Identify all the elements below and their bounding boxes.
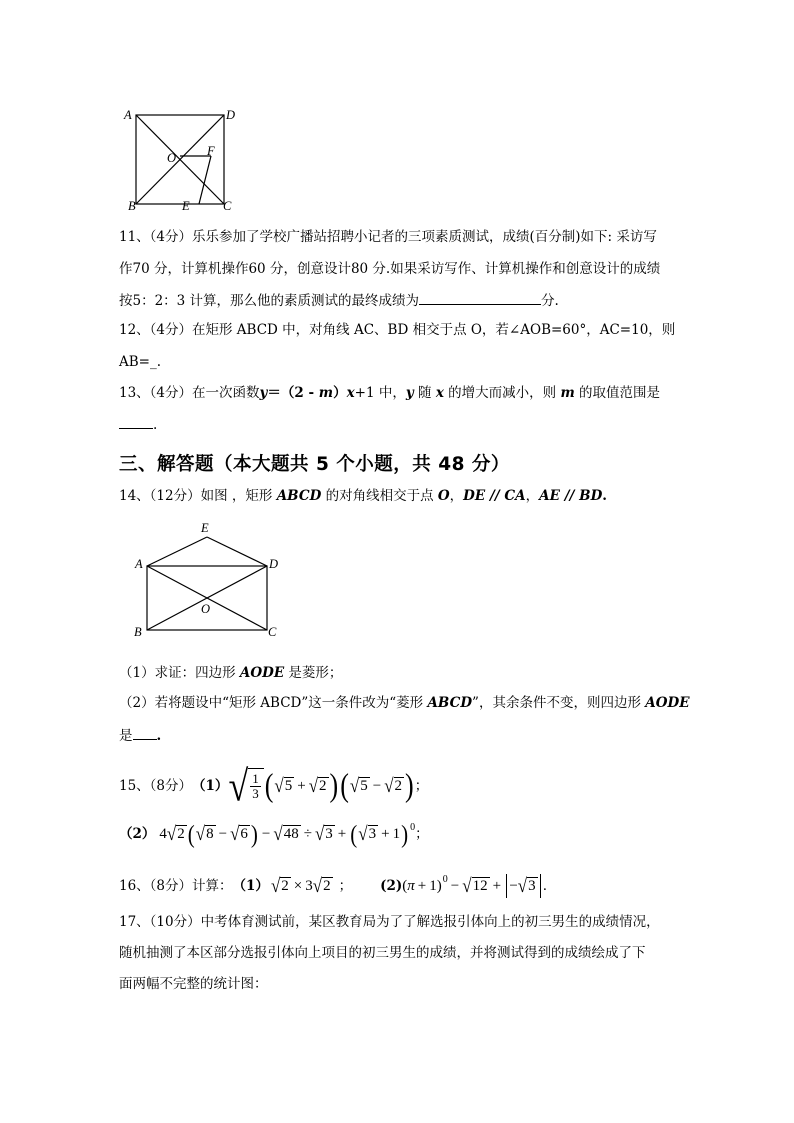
- q13-func-tail: +1 中，: [354, 385, 406, 401]
- q17-line-2: 随机抽测了本区部分选报引体向上项目的初三男生的成绩，并将测试得到的成绩绘成了下: [119, 945, 646, 961]
- q14-part-2-pre: （2）若将题设中“矩形 ABCD”这一条件改为“菱形: [119, 695, 428, 711]
- q14-abcd: ABCD: [276, 488, 322, 504]
- q16-radicand-2b: 2: [323, 878, 331, 895]
- q15-expression-1: √ $\frac{1}{3}$ ( √ 5 + √ 2 ) ( √ 5 − √ 2 ): [228, 762, 414, 810]
- q16-sqrt-12: √ 12: [462, 874, 488, 897]
- q14-comma-2: ，: [525, 488, 540, 504]
- q15-radicand-3a: 3: [325, 826, 333, 843]
- q14-comma-1: ，: [449, 488, 464, 504]
- q15-sqrt-frac: √ $\frac{1}{3}$: [228, 768, 263, 804]
- q16-sqrt-2a: √ 2: [270, 874, 289, 897]
- q15-line-2: [119, 818, 429, 850]
- q13-func-m: m: [318, 385, 334, 401]
- q13-func-y: y: [259, 385, 268, 401]
- q13-mid-2: 随: [413, 385, 436, 401]
- q13-suffix: 的取值范围是: [574, 385, 661, 401]
- q14-o: O: [437, 488, 450, 504]
- figure-rectangle-abcd-1: [118, 104, 244, 216]
- q13-mid-3: 的增大而减小，则: [443, 385, 561, 401]
- q15-radicand-2a: 2: [319, 778, 327, 795]
- q14-de-parallel-ca: DE // CA: [463, 488, 526, 504]
- q15-one: 1: [392, 826, 401, 842]
- q13-func-close: ）: [333, 385, 347, 401]
- q15-part-1-label: （1）: [192, 778, 229, 794]
- fig1-label-o: O: [167, 151, 177, 165]
- fig2-label-b: B: [134, 625, 142, 639]
- q15-expression-2: 4 √ 2 ( √ 8 − √ 6 ) − √ 48 ÷ √ 3 + ( √ 3 + 1 ) 0: [159, 819, 416, 848]
- q13-prefix: 13、（4分）在一次函数: [119, 385, 260, 401]
- q15-radicand-48: 48: [283, 826, 299, 843]
- q13-line-2: [119, 414, 157, 434]
- q14-ae-parallel-bd: AE // BD: [539, 488, 603, 504]
- q14-end: .: [602, 488, 607, 504]
- q14-mid: 的对角线相交于点: [321, 488, 438, 504]
- q15-part-1-end: ；: [414, 778, 429, 794]
- q14-line-1: [119, 487, 607, 505]
- q16-label: 16、（8分）计算：: [119, 878, 233, 894]
- q13-var-y: y: [405, 385, 414, 401]
- q16-expression-2: ( π + 1 ) 0 − √ 12 + − √ 3 .: [402, 874, 546, 898]
- section-3-heading: 三、解答题（本大题共 5 个小题，共 48 分）: [119, 454, 510, 475]
- fig1-label-f: F: [207, 144, 215, 158]
- q15-sqrt-2: √ 2: [308, 774, 327, 797]
- q15-frac-den: 3: [252, 786, 259, 801]
- q15-radicand-5a: 5: [284, 778, 293, 795]
- q16-exponent-0: 0: [442, 874, 448, 885]
- q13-answer-blank[interactable]: [119, 414, 153, 429]
- q16-radicand-2a: 2: [281, 878, 289, 895]
- q15-line-1: [119, 762, 429, 810]
- q17-line-1: 17、（10分）中考体育测试前，某区教育局为了了解选报引体向上的初三男生的成绩情况，: [119, 914, 660, 930]
- q15-label: 15、（8分）: [119, 778, 193, 794]
- q13-func-x: x: [346, 385, 355, 401]
- q14-part-2-shi: 是: [119, 728, 133, 744]
- q13-func-mid: ＝（2 -: [267, 385, 319, 401]
- fig2-label-a: A: [135, 557, 143, 571]
- q12-line-2: AB=_.: [119, 354, 162, 370]
- q16-part-2-label: (2): [380, 878, 403, 894]
- q16-abs-left: [506, 874, 507, 898]
- figure-rectangle-abcd-2: [128, 518, 288, 642]
- q13-end: .: [153, 417, 158, 433]
- q12-line-1: 12、（4分）在矩形 ABCD 中，对角线 AC、BD 相交于点 O，若∠AOB=60°，AC=10，则: [119, 322, 676, 338]
- q13-line-1: [119, 384, 660, 402]
- q14-part-2-end: .: [156, 728, 162, 744]
- fig2-label-d: D: [269, 557, 279, 571]
- q15-part-2-label: （2）: [119, 826, 156, 842]
- q15-part-2-end: ；: [415, 826, 429, 842]
- q14-part-2-mid: ”，其余条件不变，则四边形: [472, 695, 646, 711]
- q16-one: 1: [429, 878, 437, 894]
- q16-sqrt-2b: √ 2: [312, 874, 331, 897]
- q15-radicand-3b: 3: [368, 826, 377, 843]
- q16-radicand-12: 12: [472, 878, 488, 895]
- fig2-label-e: E: [201, 521, 209, 535]
- q14-part-2-line-1: [119, 694, 689, 712]
- q16-sqrt-3: √ 3: [517, 874, 536, 897]
- q11-answer-blank[interactable]: [419, 290, 541, 305]
- q11-line-1: 11、（4分）乐乐参加了学校广播站招聘小记者的三项素质测试，成绩(百分制)如下: 采访写: [119, 229, 657, 245]
- q14-part-2-aode: AODE: [645, 695, 690, 711]
- q15-radicand-5b: 5: [360, 778, 368, 795]
- fig1-label-d: D: [226, 108, 236, 122]
- q11-line-3: [119, 290, 559, 310]
- q13-var-m: m: [560, 385, 575, 401]
- fig2-segment-de: [207, 537, 267, 566]
- q14-part-2-line-2: [119, 725, 161, 745]
- q14-part-1-pre: （1）求证：四边形: [119, 665, 240, 681]
- q16-radicand-3: 3: [528, 878, 536, 895]
- q13-var-x: x: [435, 385, 444, 401]
- q16-end: .: [542, 878, 547, 894]
- q16-coef-3: 3: [305, 878, 313, 894]
- fig1-label-a: A: [124, 108, 132, 122]
- q15-radicand-8: 8: [206, 826, 214, 843]
- q15-sqrt-48: √ 48: [273, 822, 299, 845]
- q15-frac-num: 1: [252, 771, 259, 787]
- q15-sqrt-5: √ 5: [274, 774, 293, 797]
- q14-part-2-abcd: ABCD: [427, 695, 473, 711]
- q16-expression-1: √ 2 × 3 √ 2: [270, 874, 331, 897]
- q16-pi: π: [407, 878, 415, 894]
- fig2-label-o: O: [201, 602, 211, 616]
- q15-sqrt-5b: √ 5: [349, 774, 368, 797]
- q15-sqrt-3b: √ 3: [358, 822, 377, 845]
- q14-prefix: 14、（12分）如图 ，矩形: [119, 488, 277, 504]
- q14-part-1-aode: AODE: [239, 665, 285, 681]
- fig2-label-c: C: [268, 625, 277, 639]
- q17-line-3: 面两幅不完整的统计图：: [119, 976, 268, 992]
- q15-coef-4: 4: [159, 826, 167, 842]
- fig2-segment-ae: [147, 537, 207, 566]
- q11-line-3-text: 按5：2：3 计算，那么他的素质测试的最终成绩为: [119, 293, 420, 309]
- q15-sqrt-3a: √ 3: [314, 822, 333, 845]
- q15-frac: [250, 772, 261, 800]
- q16-line: [119, 872, 547, 900]
- q11-line-2: 作70 分，计算机操作60 分，创意设计80 分.如果采访写作、计算机操作和创意设计的成绩: [119, 261, 661, 277]
- q16-abs-right: [540, 874, 541, 898]
- q14-answer-blank[interactable]: [133, 725, 157, 740]
- q16-part-1-label: （1）: [232, 878, 269, 894]
- q14-part-1: [119, 664, 342, 682]
- q16-part-1-end: ；: [338, 878, 353, 894]
- q15-exponent-0: 0: [410, 822, 416, 833]
- q15-radicand-2c: 2: [177, 826, 185, 843]
- q15-sqrt-6: √ 6: [230, 822, 248, 845]
- q14-part-1-post: 是菱形；: [284, 665, 343, 681]
- q15-sqrt-2c: √ 2: [166, 822, 185, 845]
- fig1-label-b: B: [128, 199, 136, 213]
- fig1-label-e: E: [182, 199, 190, 213]
- q15-radicand-2b: 2: [394, 778, 403, 795]
- q15-sqrt-8: √ 8: [195, 822, 214, 845]
- fig1-label-c: C: [223, 199, 232, 213]
- q15-sqrt-2b: √ 2: [384, 774, 403, 797]
- q11-line-3-end: 分.: [541, 293, 559, 309]
- q15-radicand-6: 6: [240, 826, 248, 843]
